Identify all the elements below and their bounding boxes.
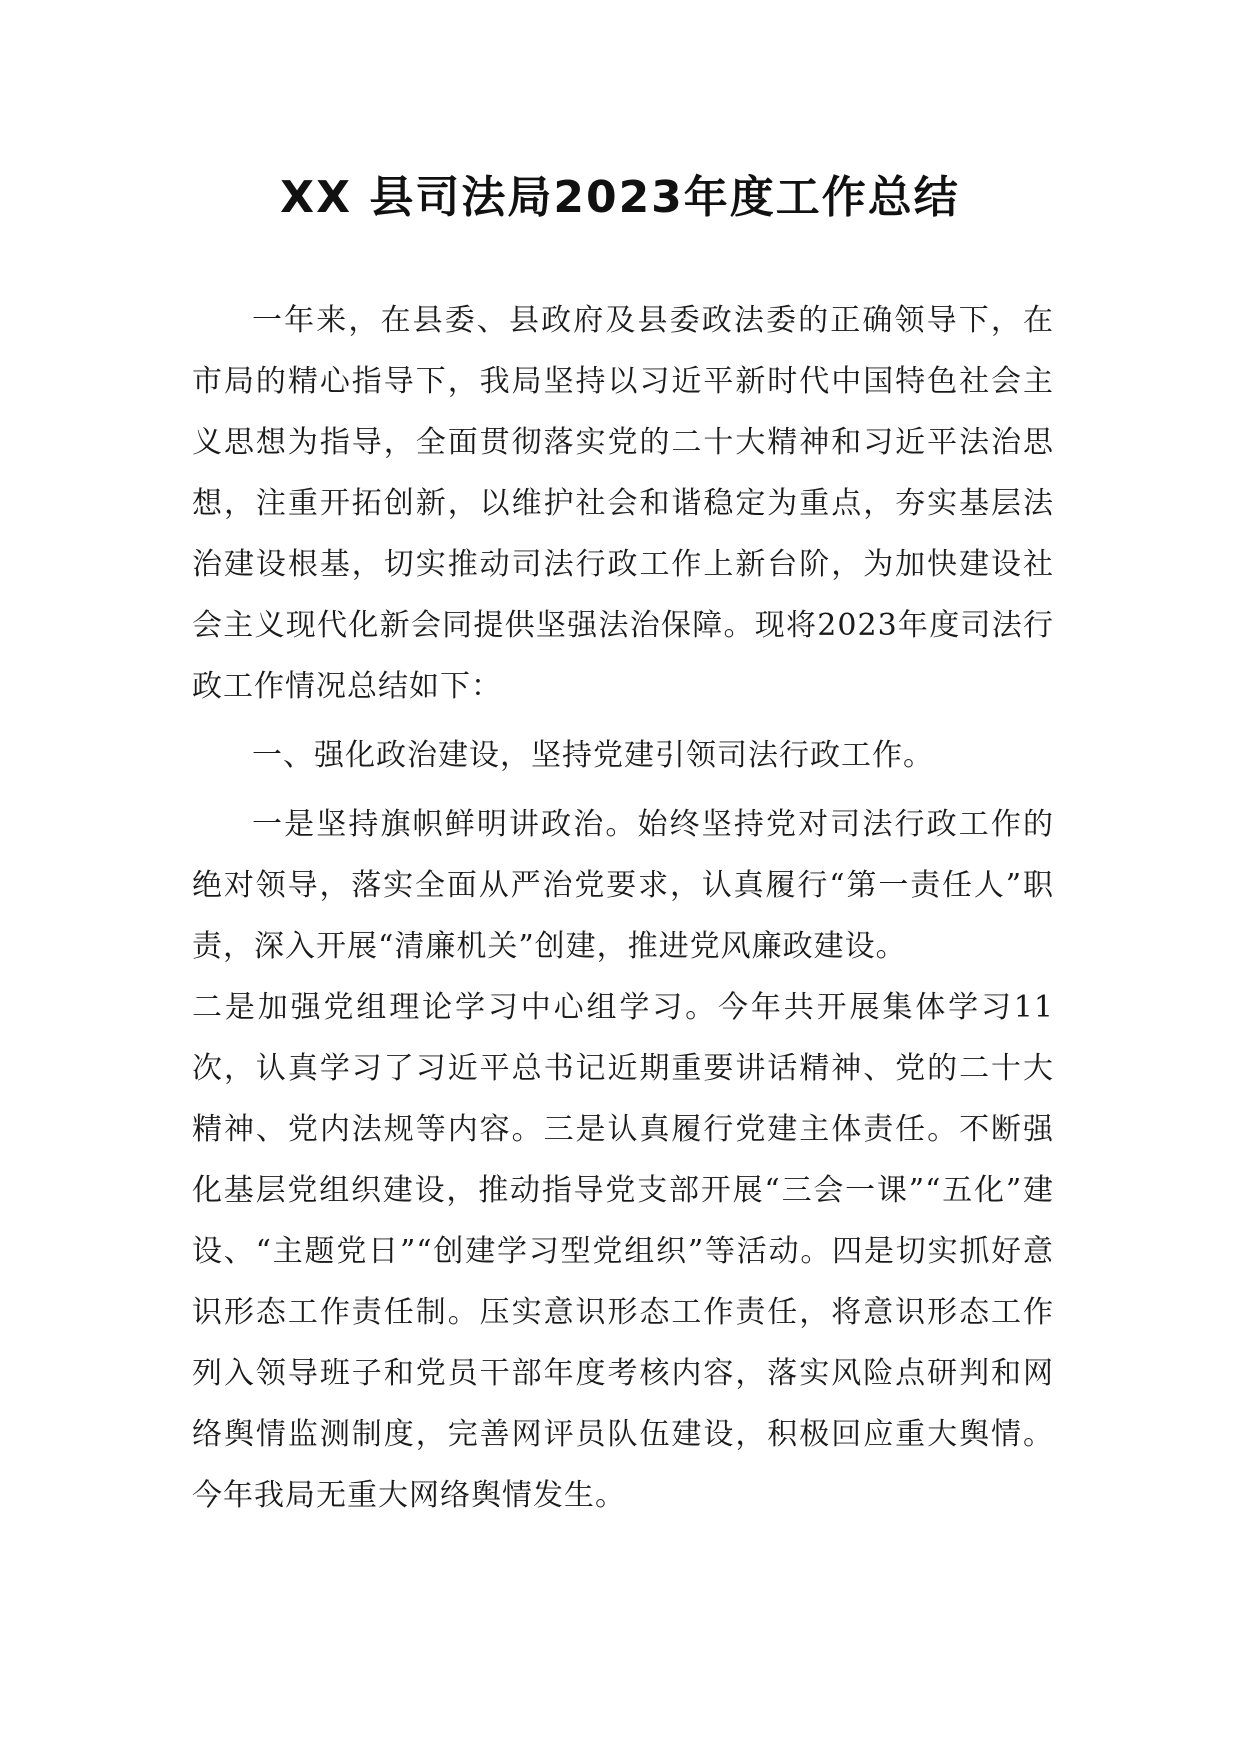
document-title: XX 县司法局2023年度工作总结 — [280, 172, 960, 223]
intro-paragraph: 一年来，在县委、县政府及县委政法委的正确领导下，在市局的精心指导下，我局坚持以习近平新时代中国特色社会主义思想为指导，全面贯彻落实党的二十大精神和习近平法治思想，注重开拓创新，以维护社会和谐稳定为重点，夯实基层法治建设根基，切实推动司法行政工作上新台阶，为加快建设社会主义现代化新会同提供坚强法治保障。现将2023年度司法行政工作情况总结如下： — [192, 303, 1054, 704]
body-paragraph: 一是坚持旗帜鲜明讲政治。始终坚持党对司法行政工作的绝对领导，落实全面从严治党要求，认真履行“第一责任人”职责，深入开展“清廉机关”创建，推进党风廉政建设。 — [192, 807, 1054, 964]
section-heading: 一、强化政治建设，坚持党建引领司法行政工作。 — [252, 738, 934, 773]
body-paragraph: 二是加强党组理论学习中心组学习。今年共开展集体学习11次，认真学习了习近平总书记近期重要讲话精神、党的二十大精神、党内法规等内容。三是认真履行党建主体责任。不断强化基层党组织建设，推动指导党支部开展“三会一课”“五化”建设、“主题党日”“创建学习型党组织”等活动。四是切实抓好意识形态工作责任制。压实意识形态工作责任，将意识形态工作列入领导班子和党员干部年度考核内容，落实风险点研判和网络舆情监测制度，完善网评员队伍建设，积极回应重大舆情。今年我局无重大网络舆情发生。 — [192, 990, 1054, 1513]
document-body — [192, 290, 1054, 1526]
